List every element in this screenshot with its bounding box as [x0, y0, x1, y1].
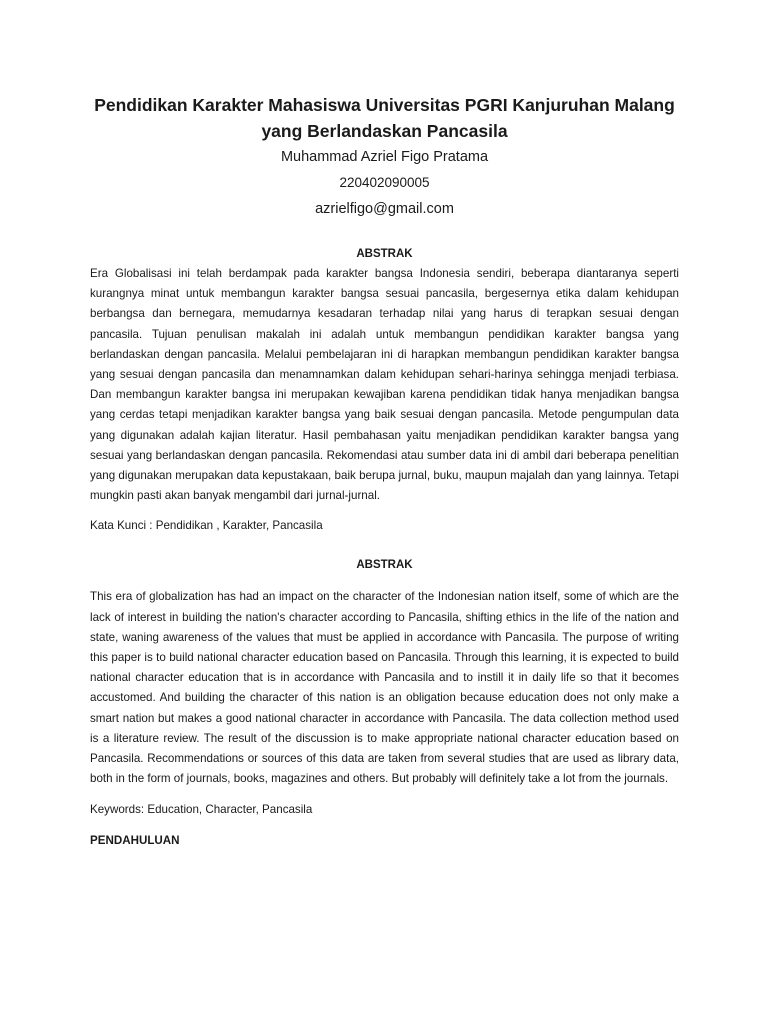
- keywords-en: Keywords: Education, Character, Pancasila: [90, 803, 313, 817]
- author-name: Muhammad Azriel Figo Pratama: [280, 149, 489, 165]
- paper-page: [90, 92, 679, 850]
- title-line-1: Pendidikan Karakter Mahasiswa Universitas PGRI Kanjuruhan Malang: [94, 95, 675, 115]
- abstract-heading-en: ABSTRAK: [356, 559, 413, 572]
- author-email: azrielfigo@gmail.com: [315, 201, 454, 217]
- paper-title: [90, 92, 679, 144]
- abstract-body-id: Era Globalisasi ini telah berdampak pada karakter bangsa Indonesia sendiri, beberapa diantaranya seperti kurangnya minat untuk membangun karakter bangsa sesuai pancasila, bergesernya etika dalam kehidupan berbangsa dan bernegara, memudarnya kesadaran terhadap nilai yang harus di terapkan sesuai dengan pancasila. Tujuan penulisan makalah ini adalah untuk membangun pendidikan karakter bangsa yang berlandaskan dengan pancasila. Melalui pembelajaran ini di harapkan membangun pendidikan karakter bangsa yang sesuai dengan pancasila dan menamnamkan dalam kehidupan sehari-harinya sehingga menjadi terbiasa. Dan membangun karakter bangsa ini merupakan kewajiban karena pendidikan tidak hanya menjadikan bangsa yang cerdas tetapi menjadikan karakter bangsa yang baik sesuai dengan pancasila. Metode pengumpulan data yang digunakan adalah kajian literatur. Hasil pembahasan yaitu menjadikan pendidikan karakter bangsa yang sesuai yang berlandaskan dengan pancasila. Rekomendasi atau sumber data ini di ambil dari beberapa penelitian yang digunakan merupakan data kepustakaan, baik berupa jurnal, buku, maupun majalah dan yang lainnya. Tetapi mungkin pasti akan banyak mengambil dari jurnal-jurnal.: [90, 267, 679, 503]
- abstract-body-en: This era of globalization has had an impact on the character of the Indonesian nation itself, some of which are the lack of interest in building the nation's character according to Pancasila, shifting ethics in the life of the nation and state, waning awareness of the values that must be applied in accordance with Pancasila. The purpose of writing this paper is to build national character education based on Pancasila. Through this learning, it is expected to build national character education that is in accordance with Pancasila and to instill it in daily life so that it becomes accustomed. And building the character of this nation is an obligation because education does not only make a smart nation but makes a good national character in accordance with Pancasila. The data collection method used is a literature review. The result of the discussion is to make appropriate national character education based on Pancasila. Recommendations or sources of this data are taken from several studies that are used as library data, both in the form of journals, books, magazines and others. But probably will definitely take a lot from the journals.: [90, 590, 679, 786]
- keywords-id: Kata Kunci : Pendidikan , Karakter, Pancasila: [90, 519, 323, 533]
- student-id: 220402090005: [339, 175, 430, 190]
- abstract-heading-id: ABSTRAK: [356, 248, 413, 260]
- title-line-2: yang Berlandaskan Pancasila: [261, 121, 508, 141]
- section-heading-pendahuluan: PENDAHULUAN: [90, 834, 180, 848]
